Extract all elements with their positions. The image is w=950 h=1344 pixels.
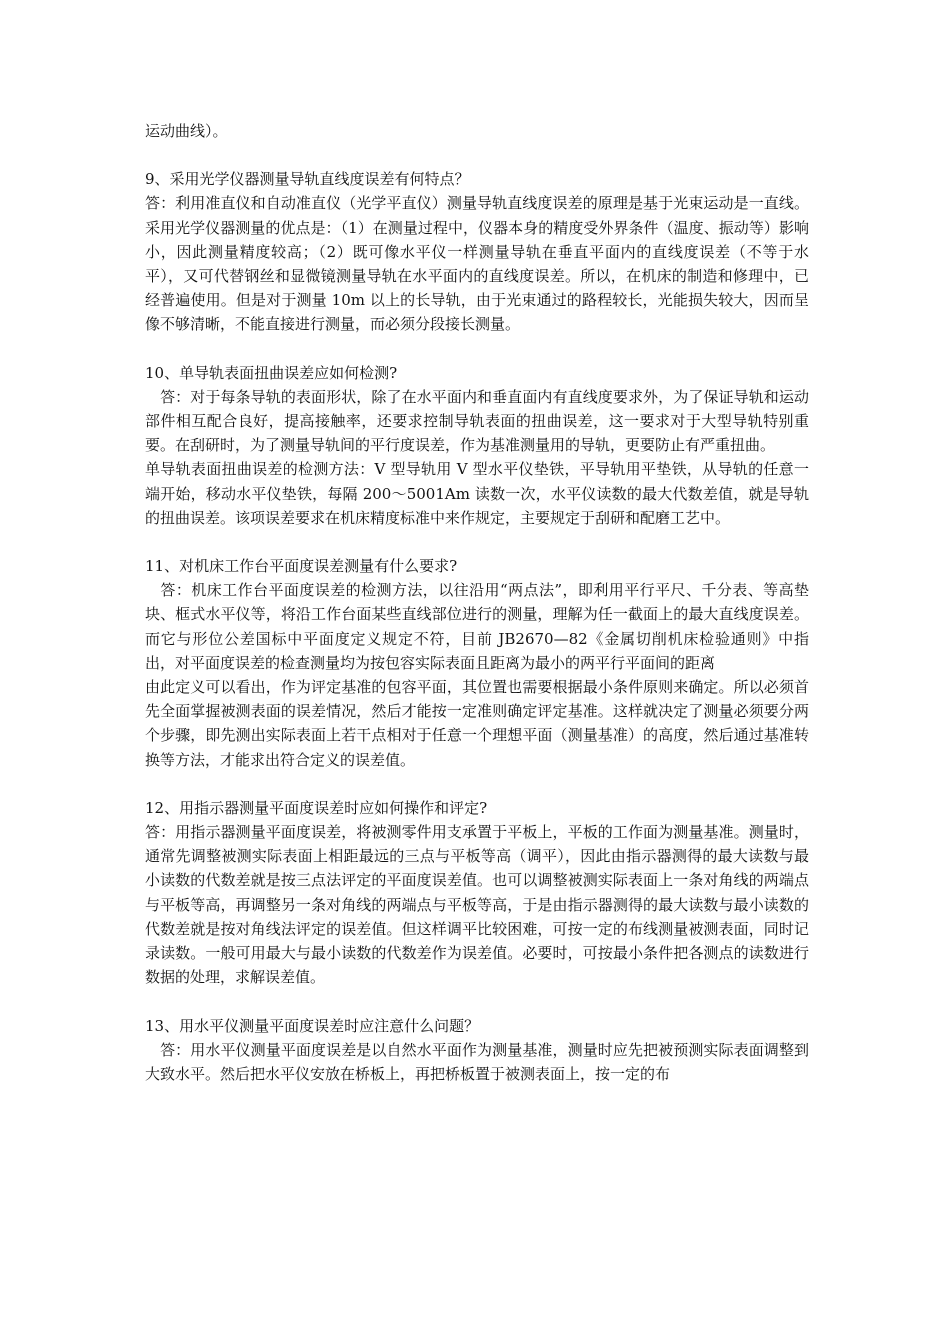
answer-paragraph: 答：对于每条导轨的表面形状，除了在水平面内和垂直面内有直线度要求外，为了保证导轨和运动部件相互配合良好，提高接触率，还要求控制导轨表面的扭曲误差，这一要求对于大型导轨特别重要。在刮研时，为了测量导轨间的平行度误差，作为基准测量用的导轨，更要防止有严重扭曲。 [145,387,809,455]
text-line: 运动曲线）。 [145,122,228,140]
answer-paragraph: 答：利用准直仪和自动准直仪（光学平直仪）测量导轨直线度误差的原理是基于光束运动是一直线。采用光学仪器测量的优点是：（1）在测量过程中，仪器本身的精度受外界条件（温度、振动等）影响小，因此测量精度较高；（2）既可像水平仪一样测量导轨在垂直平面内的直线度误差（不等于水平），又可代替钢丝和显微镜测量导轨在水平面内的直线度误差。所以，在机床的制造和修理中，已经普遍使用。但是对于测量 10m 以上的长导轨，由于光束通过的路程较长，光能损失较大，因而呈像不够清晰，不能直接进行测量，而必须分段接长测量。 [145,194,809,334]
answer-paragraph: 答：机床工作台平面度误差的检测方法，以往沿用“两点法”，即利用平行平尺、千分表、等高垫块、框式水平仪等，将沿工作台面某些直线部位进行的测量，理解为任一截面上的最大直线度误差。而它与形位公差国标中平面度定义规定不符，目前 JB2670—82《金属切削机床检验通则》中指出，对平面度误差的检查测量均为按包容实际表面且距离为最小的两平行平面间的距离 [145,581,809,672]
answer-paragraph: 单导轨表面扭曲误差的检测方法：V 型导轨用 V 型水平仪垫铁，平导轨用平垫铁，从导轨的任意一端开始，移动水平仪垫铁，每隔 200～5001Am 读数一次，水平仪读数的最大代数差值，就是导轨的扭曲误差。该项误差要求在机床精度标准中来作规定，主要规定于刮研和配磨工艺中。 [145,460,809,527]
question-heading: 9、采用光学仪器测量导轨直线度误差有何特点？ [145,170,470,189]
question-heading: 13、用水平仪测量平面度误差时应注意什么问题？ [145,1016,480,1035]
paragraph-gap [145,143,809,167]
question-heading: 12、用指示器测量平面度误差时应如何操作和评定? [145,798,488,817]
question-heading: 10、单导轨表面扭曲误差应如何检测? [145,363,398,382]
question-heading: 11、对机床工作台平面度误差测量有什么要求? [145,557,458,576]
answer-paragraph: 由此定义可以看出，作为评定基准的包容平面，其位置也需要根据最小条件原则来确定。所以必须首先全面掌握被测表面的误差情况，然后才能按一定准则确定评定基准。这样就决定了测量必须要分两个步骤，即先测出实际表面上若干点相对于任意一个理想平面（测量基准）的高度，然后通过基准转换等方法，才能求出符合定义的误差值。 [145,678,809,769]
document-body [145,119,809,1086]
answer-paragraph: 答：用指示器测量平面度误差，将被测零件用支承置于平板上，平板的工作面为测量基准。测量时，通常先调整被测实际表面上相距最远的三点与平板等高（调平），因此由指示器测得的最大读数与最小读数的代数差就是按三点法评定的平面度误差值。也可以调整被测实际表面上一条对角线的两端点与平板等高，再调整另一条对角线的两端点与平板等高，于是由指示器测得的最大读数与最小读数的代数差就是按对角线法评定的误差值。但这样调平比较困难，可按一定的布线测量被测表面，同时记录读数。一般可用最大与最小读数的代数差作为误差值。必要时，可按最小条件把各测点的读数进行数据的处理，求解误差值。 [145,823,809,987]
paragraph-gap [145,530,809,554]
paragraph-gap [145,772,809,796]
paragraph-gap [145,337,809,361]
paragraph-gap [145,990,809,1014]
answer-paragraph: 答：用水平仪测量平面度误差是以自然水平面作为测量基准，测量时应先把被预测实际表面调整到大致水平。然后把水平仪安放在桥板上，再把桥板置于被测表面上，按一定的布 [145,1040,809,1083]
